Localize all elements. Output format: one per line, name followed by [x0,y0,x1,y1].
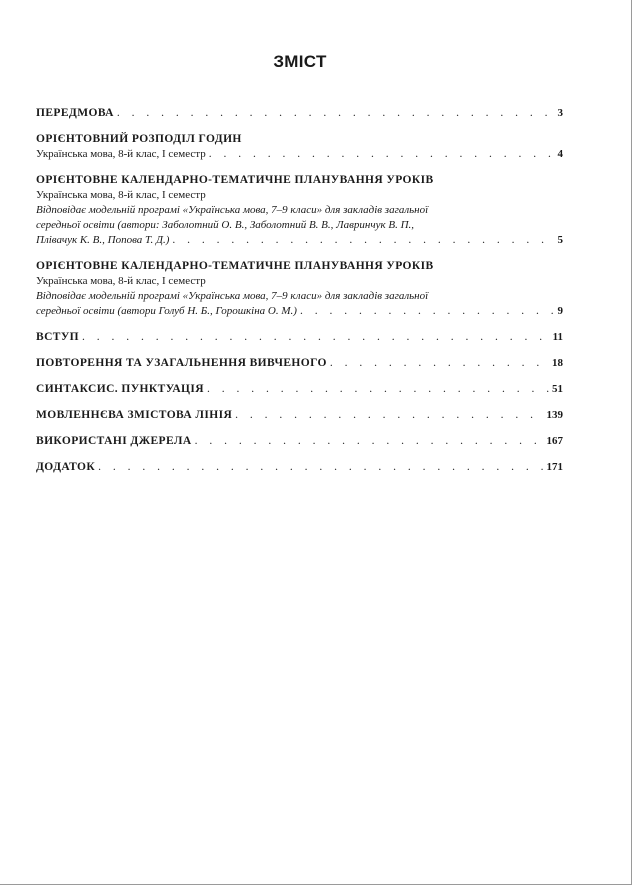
dot-leader [330,356,549,371]
toc-page-number: 171 [546,461,563,473]
dot-leader [82,330,550,345]
toc-entry-planning-1[interactable] [36,173,563,248]
toc-note-line: середньої освіти (автори: Заболотний О. В., Заболотний В. В., Лавринчук В. П., [36,219,415,231]
dot-leader [235,408,543,423]
toc-heading: ПОВТОРЕННЯ ТА УЗАГАЛЬНЕННЯ ВИВЧЕНОГО [36,357,327,369]
toc-entry-planning-2[interactable] [36,259,563,319]
toc-entry-introduction[interactable] [36,330,563,345]
dot-leader [300,304,555,319]
toc-entry-syntax[interactable] [36,382,563,397]
toc-entry-hours-distribution[interactable] [36,132,563,162]
toc-note-line: Відповідає модельній програмі «Українська мова, 7–9 класи» для закладів загальної [36,204,429,216]
dot-leader [209,147,555,162]
page-title: ЗМІСТ [273,52,327,71]
dot-leader [207,382,549,397]
table-of-contents [36,106,563,486]
toc-heading: ОРІЄНТОВНЕ КАЛЕНДАРНО-ТЕМАТИЧНЕ ПЛАНУВАННЯ УРОКІВ [36,260,434,272]
toc-page-number: 139 [546,409,563,421]
toc-entry-review[interactable] [36,356,563,371]
toc-heading: ОРІЄНТОВНЕ КАЛЕНДАРНО-ТЕМАТИЧНЕ ПЛАНУВАННЯ УРОКІВ [36,174,434,186]
toc-page-number: 5 [557,234,563,246]
toc-page-number: 11 [552,331,563,343]
toc-entry-speech-line[interactable] [36,408,563,423]
dot-leader [98,460,543,475]
toc-page-number: 4 [557,148,563,160]
toc-page-number: 18 [552,357,563,369]
toc-subheading: Українська мова, 8-й клас, І семестр [36,275,206,287]
toc-heading: МОВЛЕННЄВА ЗМІСТОВА ЛІНІЯ [36,409,233,421]
toc-heading: ВСТУП [36,331,80,343]
toc-subheading: Українська мова, 8-й клас, І семестр [36,189,206,201]
toc-heading: ДОДАТОК [36,461,96,473]
toc-note-line: Плівачук К. В., Попова Т. Д.) [36,234,170,246]
toc-heading: ОРІЄНТОВНИЙ РОЗПОДІЛ ГОДИН [36,133,242,145]
toc-heading: ПЕРЕДМОВА [36,107,114,119]
toc-note-line: Відповідає модельній програмі «Українська мова, 7–9 класи» для закладів загальної [36,290,429,302]
toc-entry-sources[interactable] [36,434,563,449]
dot-leader [172,233,554,248]
toc-note-line: середньої освіти (автори Голуб Н. Б., Горошкіна О. М.) [36,305,297,317]
toc-heading: ВИКОРИСТАНІ ДЖЕРЕЛА [36,435,192,447]
dot-leader [117,106,555,121]
dot-leader [195,434,544,449]
toc-heading: СИНТАКСИС. ПУНКТУАЦІЯ [36,383,204,395]
toc-page-number: 51 [552,383,563,395]
toc-page-number: 3 [557,107,563,119]
toc-page-number: 167 [546,435,563,447]
toc-entry-appendix[interactable] [36,460,563,475]
toc-entry-preface[interactable] [36,106,563,121]
toc-subheading: Українська мова, 8-й клас, І семестр [36,148,206,160]
toc-page-number: 9 [557,305,563,317]
